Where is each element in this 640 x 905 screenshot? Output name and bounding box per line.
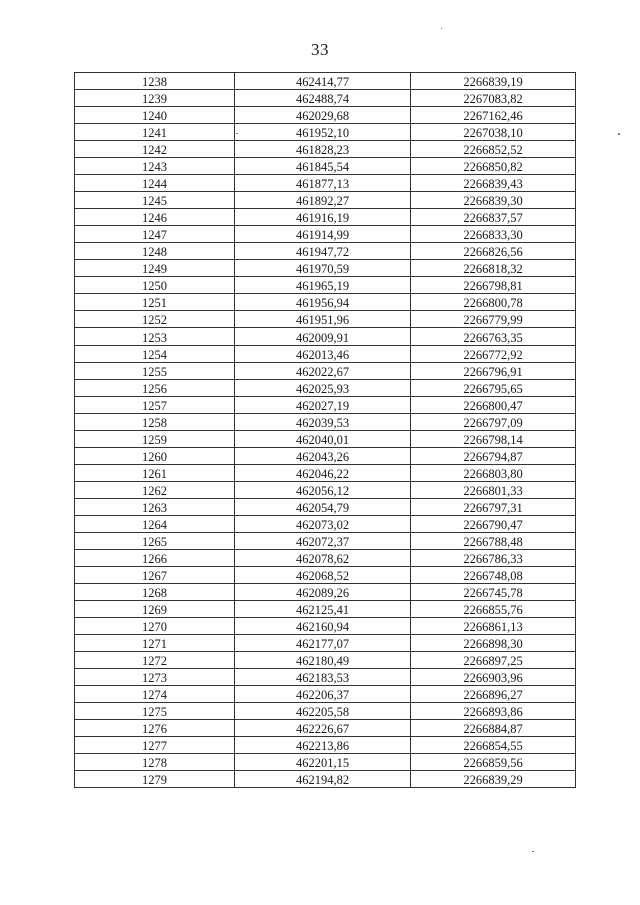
y-coordinate-cell: 2266852,52 xyxy=(411,141,576,158)
table-row xyxy=(75,686,576,703)
x-coordinate-cell: 462022,67 xyxy=(235,362,411,379)
x-coordinate-cell: 462072,37 xyxy=(235,532,411,549)
point-number-cell: 1249 xyxy=(75,260,235,277)
point-number-cell: 1275 xyxy=(75,703,235,720)
point-number-cell: 1242 xyxy=(75,141,235,158)
point-number-cell: 1270 xyxy=(75,618,235,635)
y-coordinate-cell: 2266839,43 xyxy=(411,175,576,192)
x-coordinate-cell: 461956,94 xyxy=(235,294,411,311)
table-row xyxy=(75,379,576,396)
y-coordinate-cell: 2266800,47 xyxy=(411,396,576,413)
y-coordinate-cell: 2266796,91 xyxy=(411,362,576,379)
point-number-cell: 1257 xyxy=(75,396,235,413)
point-number-cell: 1278 xyxy=(75,754,235,771)
x-coordinate-cell: 462025,93 xyxy=(235,379,411,396)
scan-speck xyxy=(532,851,534,852)
point-number-cell: 1269 xyxy=(75,600,235,617)
y-coordinate-cell: 2266850,82 xyxy=(411,158,576,175)
point-number-cell: 1272 xyxy=(75,652,235,669)
point-number-cell: 1263 xyxy=(75,498,235,515)
table-row xyxy=(75,549,576,566)
y-coordinate-cell: 2266763,35 xyxy=(411,328,576,345)
y-coordinate-cell: 2266790,47 xyxy=(411,515,576,532)
point-number-cell: 1279 xyxy=(75,771,235,788)
y-coordinate-cell: 2266859,56 xyxy=(411,754,576,771)
table-row xyxy=(75,669,576,686)
x-coordinate-cell: 462226,67 xyxy=(235,720,411,737)
table-row xyxy=(75,209,576,226)
x-coordinate-cell: 462027,19 xyxy=(235,396,411,413)
scan-speck xyxy=(618,133,620,135)
point-number-cell: 1267 xyxy=(75,566,235,583)
y-coordinate-cell: 2266903,96 xyxy=(411,669,576,686)
x-coordinate-cell: 462029,68 xyxy=(235,107,411,124)
x-coordinate-cell: 462078,62 xyxy=(235,549,411,566)
table-row xyxy=(75,498,576,515)
table-row xyxy=(75,226,576,243)
point-number-cell: 1261 xyxy=(75,464,235,481)
table-row xyxy=(75,566,576,583)
y-coordinate-cell: 2266798,81 xyxy=(411,277,576,294)
point-number-cell: 1277 xyxy=(75,737,235,754)
x-coordinate-cell: 462068,52 xyxy=(235,566,411,583)
point-number-cell: 1251 xyxy=(75,294,235,311)
y-coordinate-cell: 2266803,80 xyxy=(411,464,576,481)
x-coordinate-cell: 462054,79 xyxy=(235,498,411,515)
point-number-cell: 1259 xyxy=(75,430,235,447)
x-coordinate-cell: 462206,37 xyxy=(235,686,411,703)
table-row xyxy=(75,618,576,635)
x-coordinate-cell: 462180,49 xyxy=(235,652,411,669)
table-row xyxy=(75,430,576,447)
table-row xyxy=(75,583,576,600)
x-coordinate-cell: 461877,13 xyxy=(235,175,411,192)
table-row xyxy=(75,447,576,464)
x-coordinate-cell: 461892,27 xyxy=(235,192,411,209)
y-coordinate-cell: 2266745,78 xyxy=(411,583,576,600)
x-coordinate-cell: 462205,58 xyxy=(235,703,411,720)
table-row xyxy=(75,192,576,209)
point-number-cell: 1268 xyxy=(75,583,235,600)
x-coordinate-cell: 461916,19 xyxy=(235,209,411,226)
y-coordinate-cell: 2266788,48 xyxy=(411,532,576,549)
coordinate-table xyxy=(74,72,576,788)
point-number-cell: 1273 xyxy=(75,669,235,686)
y-coordinate-cell: 2266884,87 xyxy=(411,720,576,737)
y-coordinate-cell: 2267162,46 xyxy=(411,107,576,124)
y-coordinate-cell: 2266818,32 xyxy=(411,260,576,277)
point-number-cell: 1271 xyxy=(75,635,235,652)
point-number-cell: 1244 xyxy=(75,175,235,192)
y-coordinate-cell: 2266854,55 xyxy=(411,737,576,754)
y-coordinate-cell: 2266861,13 xyxy=(411,618,576,635)
x-coordinate-cell: 461947,72 xyxy=(235,243,411,260)
table-row xyxy=(75,703,576,720)
coordinate-table-body xyxy=(75,73,576,788)
y-coordinate-cell: 2266826,56 xyxy=(411,243,576,260)
table-row xyxy=(75,754,576,771)
table-row xyxy=(75,260,576,277)
x-coordinate-cell: 462183,53 xyxy=(235,669,411,686)
table-row xyxy=(75,481,576,498)
y-coordinate-cell: 2266801,33 xyxy=(411,481,576,498)
point-number-cell: 1243 xyxy=(75,158,235,175)
x-coordinate-cell: 462177,07 xyxy=(235,635,411,652)
table-row xyxy=(75,515,576,532)
x-coordinate-cell: 462040,01 xyxy=(235,430,411,447)
point-number-cell: 1276 xyxy=(75,720,235,737)
point-number-cell: 1274 xyxy=(75,686,235,703)
x-coordinate-cell: 462043,26 xyxy=(235,447,411,464)
table-row xyxy=(75,175,576,192)
y-coordinate-cell: 2266779,99 xyxy=(411,311,576,328)
y-coordinate-cell: 2267038,10 xyxy=(411,124,576,141)
table-row xyxy=(75,294,576,311)
x-coordinate-cell: 462009,91 xyxy=(235,328,411,345)
x-coordinate-cell: 462488,74 xyxy=(235,90,411,107)
point-number-cell: 1262 xyxy=(75,481,235,498)
y-coordinate-cell: 2266855,76 xyxy=(411,600,576,617)
x-coordinate-cell: 462213,86 xyxy=(235,737,411,754)
point-number-cell: 1258 xyxy=(75,413,235,430)
point-number-cell: 1252 xyxy=(75,311,235,328)
x-coordinate-cell: 462073,02 xyxy=(235,515,411,532)
y-coordinate-cell: 2266837,57 xyxy=(411,209,576,226)
y-coordinate-cell: 2266797,31 xyxy=(411,498,576,515)
point-number-cell: 1264 xyxy=(75,515,235,532)
table-row xyxy=(75,141,576,158)
x-coordinate-cell: 462201,15 xyxy=(235,754,411,771)
table-row xyxy=(75,635,576,652)
point-number-cell: 1253 xyxy=(75,328,235,345)
point-number-cell: 1256 xyxy=(75,379,235,396)
table-row xyxy=(75,464,576,481)
x-coordinate-cell: 461951,96 xyxy=(235,311,411,328)
x-coordinate-cell: 462125,41 xyxy=(235,600,411,617)
point-number-cell: 1250 xyxy=(75,277,235,294)
point-number-cell: 1265 xyxy=(75,532,235,549)
table-row xyxy=(75,107,576,124)
point-number-cell: 1260 xyxy=(75,447,235,464)
y-coordinate-cell: 2266798,14 xyxy=(411,430,576,447)
x-coordinate-cell: 462013,46 xyxy=(235,345,411,362)
y-coordinate-cell: 2266797,09 xyxy=(411,413,576,430)
table-row xyxy=(75,600,576,617)
point-number-cell: 1247 xyxy=(75,226,235,243)
y-coordinate-cell: 2266833,30 xyxy=(411,226,576,243)
x-coordinate-cell: 462194,82 xyxy=(235,771,411,788)
scan-speck xyxy=(236,133,238,134)
y-coordinate-cell: 2266839,19 xyxy=(411,73,576,90)
x-coordinate-cell: 461914,99 xyxy=(235,226,411,243)
table-row xyxy=(75,720,576,737)
x-coordinate-cell: 461952,10 xyxy=(235,124,411,141)
table-row xyxy=(75,311,576,328)
point-number-cell: 1254 xyxy=(75,345,235,362)
y-coordinate-cell: 2266839,29 xyxy=(411,771,576,788)
point-number-cell: 1239 xyxy=(75,90,235,107)
point-number-cell: 1245 xyxy=(75,192,235,209)
table-row xyxy=(75,652,576,669)
y-coordinate-cell: 2266839,30 xyxy=(411,192,576,209)
point-number-cell: 1255 xyxy=(75,362,235,379)
table-row xyxy=(75,413,576,430)
y-coordinate-cell: 2266786,33 xyxy=(411,549,576,566)
y-coordinate-cell: 2266898,30 xyxy=(411,635,576,652)
x-coordinate-cell: 461828,23 xyxy=(235,141,411,158)
table-row xyxy=(75,277,576,294)
point-number-cell: 1248 xyxy=(75,243,235,260)
table-row xyxy=(75,328,576,345)
y-coordinate-cell: 2266893,86 xyxy=(411,703,576,720)
x-coordinate-cell: 462056,12 xyxy=(235,481,411,498)
table-row xyxy=(75,158,576,175)
table-row xyxy=(75,90,576,107)
table-row xyxy=(75,396,576,413)
y-coordinate-cell: 2266748,08 xyxy=(411,566,576,583)
table-row xyxy=(75,362,576,379)
x-coordinate-cell: 461970,59 xyxy=(235,260,411,277)
point-number-cell: 1246 xyxy=(75,209,235,226)
page-number: 33 xyxy=(311,40,329,59)
y-coordinate-cell: 2266800,78 xyxy=(411,294,576,311)
y-coordinate-cell: 2266896,27 xyxy=(411,686,576,703)
scan-speck xyxy=(441,28,442,29)
y-coordinate-cell: 2266795,65 xyxy=(411,379,576,396)
table-row xyxy=(75,73,576,90)
x-coordinate-cell: 462414,77 xyxy=(235,73,411,90)
y-coordinate-cell: 2266772,92 xyxy=(411,345,576,362)
x-coordinate-cell: 461965,19 xyxy=(235,277,411,294)
x-coordinate-cell: 462039,53 xyxy=(235,413,411,430)
table-row xyxy=(75,737,576,754)
table-row xyxy=(75,124,576,141)
point-number-cell: 1241 xyxy=(75,124,235,141)
point-number-cell: 1238 xyxy=(75,73,235,90)
x-coordinate-cell: 462160,94 xyxy=(235,618,411,635)
table-row xyxy=(75,771,576,788)
y-coordinate-cell: 2267083,82 xyxy=(411,90,576,107)
y-coordinate-cell: 2266794,87 xyxy=(411,447,576,464)
point-number-cell: 1266 xyxy=(75,549,235,566)
x-coordinate-cell: 462089,26 xyxy=(235,583,411,600)
table-row xyxy=(75,532,576,549)
point-number-cell: 1240 xyxy=(75,107,235,124)
x-coordinate-cell: 462046,22 xyxy=(235,464,411,481)
table-row xyxy=(75,243,576,260)
y-coordinate-cell: 2266897,25 xyxy=(411,652,576,669)
table-row xyxy=(75,345,576,362)
x-coordinate-cell: 461845,54 xyxy=(235,158,411,175)
